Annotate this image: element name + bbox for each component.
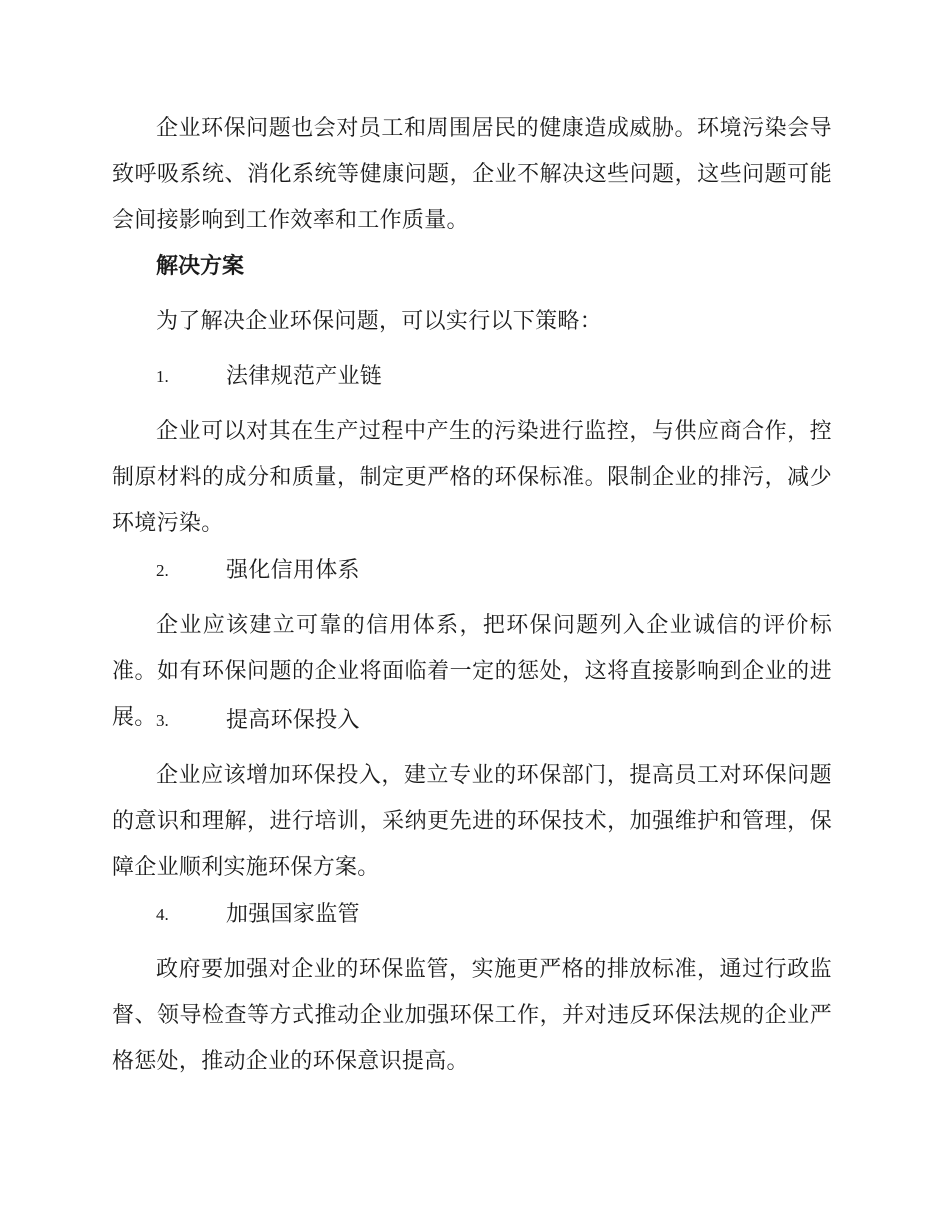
lead-in-text: 为了解决企业环保问题，可以实行以下策略： xyxy=(156,309,603,334)
list-item-number: 2. xyxy=(156,561,169,580)
list-item-body: 企业应该增加环保投入，建立专业的环保部门，提高员工对环保问题的意识和理解，进行培训，采纳更先进的环保技术，加强维护和管理，保障企业顺利实施环保方案。 xyxy=(112,763,832,880)
list-item-body: 政府要加强对企业的环保监管，实施更严格的排放标准，通过行政监督、领导检查等方式推动企业加强环保工作，并对违反环保法规的企业严格惩处，推动企业的环保意识提高。 xyxy=(112,957,832,1074)
list-item-number: 4. xyxy=(156,905,169,924)
section-heading: 解决方案 xyxy=(156,254,245,279)
list-item-body: 企业应该建立可靠的信用体系，把环保问题列入企业诚信的评价标准。如有环保问题的企业将面临着一定的惩处，这将直接影响到企业的进展。 xyxy=(112,613,832,730)
intro-paragraph: 企业环保问题也会对员工和周围居民的健康造成威胁。环境污染会导致呼吸系统、消化系统等健康问题，企业不解决这些问题，这些问题可能会间接影响到工作效率和工作质量。 xyxy=(112,116,832,233)
list-item-title: 提高环保投入 xyxy=(226,708,360,733)
list-item-title: 加强国家监管 xyxy=(226,902,360,927)
list-item-title: 强化信用体系 xyxy=(226,558,360,583)
list-item-title: 法律规范产业链 xyxy=(226,364,383,389)
list-item-body: 企业可以对其在生产过程中产生的污染进行监控，与供应商合作，控制原材料的成分和质量，制定更严格的环保标准。限制企业的排污，减少环境污染。 xyxy=(112,419,832,536)
list-item-number: 3. xyxy=(156,711,169,730)
list-item-number: 1. xyxy=(156,367,169,386)
